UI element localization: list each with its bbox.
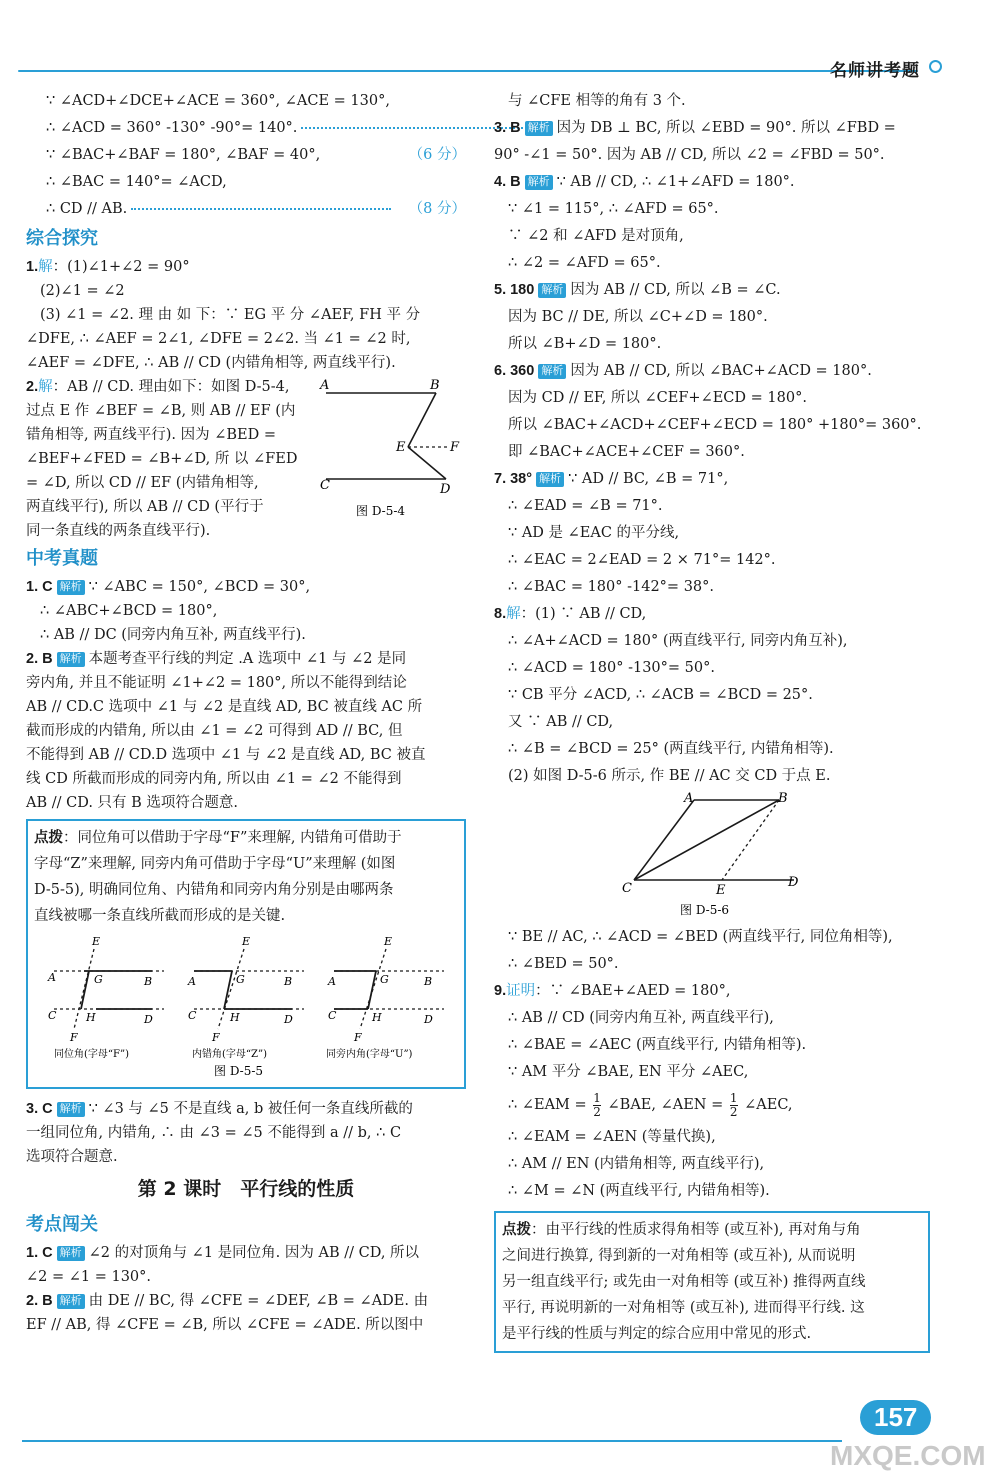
svg-text:图 D-5-6: 图 D-5-6 [680, 903, 730, 917]
svg-text:D: D [424, 1013, 433, 1026]
section-title: 中考真题 [26, 548, 98, 569]
svg-text:H: H [372, 1011, 382, 1024]
header-rule [18, 70, 918, 72]
svg-text:H: H [86, 1011, 96, 1024]
svg-text:E: E [242, 935, 251, 948]
watermark-text: MXQE.COM [830, 1440, 986, 1471]
question-2-block: 2.解：AB // CD. 理由如下：如图 D-5-4, 过点 E 作 ∠BEF = ∠B, 则 AB // EF (内 错角相等, 两直线平行). 因为 ∠BED = ∠BEF+∠FED = ∠B+∠D, 所 以 ∠FED = ∠D, 所以 CD // EF (内错角相等, 两直线平行), 所以 AB // CD (平行于 同一条直线的两条直线平行). A B E F C D 图 D-5-4 [26, 375, 466, 543]
kd-6: 6. 360 解析 因为 AB // CD, 所以 ∠BAC+∠ACD = 180°. [494, 363, 872, 379]
text-line: ∴ CD // AB. （8 分） [46, 201, 466, 217]
svg-text:F: F [354, 1031, 362, 1044]
svg-text:A: A [684, 791, 694, 806]
section-title: 综合探究 [26, 228, 98, 249]
svg-text:D: D [144, 1013, 153, 1026]
svg-text:G: G [236, 973, 245, 986]
text-line: ∵ ∠BAC+∠BAF = 180°, ∠BAF = 40°, [46, 147, 321, 163]
kd-1: 1. C 解析 ∠2 的对顶角与 ∠1 是同位角. 因为 AB // CD, 所以 [26, 1245, 420, 1261]
svg-text:图 D-5-4: 图 D-5-4 [356, 504, 406, 518]
svg-text:A: A [48, 971, 56, 984]
svg-text:F: F [70, 1031, 78, 1044]
kd-5: 5. 180 解析 因为 AB // CD, 所以 ∠B = ∠C. [494, 282, 781, 298]
kd-2: 2. B 解析 由 DE // BC, 得 ∠CFE = ∠DEF, ∠B = ∠ADE. 由 [26, 1293, 429, 1309]
left-column: ∵ ∠ACD+∠DCE+∠ACE = 360°, ∠ACE = 130°, ∴ ∠ACD = 360° -130° -90°= 140°. （6 分） ∵ ∠BAC+∠BAF = 180°, ∠BAF = 40°, ∴ ∠BAC = 140°= ∠ACD, ∴ CD // AB. （8 分） 综合探究 1.解：(1)∠1+∠2 = 90° (2)∠1 = ∠2 (3) ∠1 = ∠2. 理 由 如 下：∵ EG 平 分 ∠AEF, FH 平 分 ∠DFE, ∴ ∠AEF = 2∠1, ∠DFE = 2∠2. 当 ∠1 = ∠2 时, ∠AEF = ∠DFE, ∴ AB // CD (内错角相等, 两直线平行). 2.解：AB // CD. 理由如下：如图 D-5-4, 过点 E 作 ∠BEF = ∠B, 则 AB // EF (内 错角相等, 两直线平行). 因为 ∠BED = ∠BEF+∠FED = ∠B+∠D, 所 以 ∠FED = ∠D, 所以 CD // EF (内错角相等, 两直线平行), 所以 AB // CD (平行于 同一条直线的两条直线平行). A B E F C D 图 D-5-4 中考真题 1. C 解析 ∵ ∠ABC = 150°, ∠BCD = 30°, ∴ ∠ABC+∠BCD = 180°, ∴ AB // DC (同旁内角互补, 两直线平行). 2. B 解析 本题考查平行线的判定 .A 选项中 ∠1 与 ∠2 是同 旁内角, 并且不能证明 ∠1+∠2 = 180°, 所以不能得到结论 AB // CD.C 选项中 ∠1 与 ∠2 是直线 AD, BC 被直线 AC 所 截而形成的内错角, 所以由 ∠1 = ∠2 可得到 AD // BC, 但 不能得到 AB // CD.D 选项中 ∠1 与 ∠2 是直线 AD, BC 被直 线 CD 所截而形成的同旁内角, 所以由 ∠1 = ∠2 不能得到 AB // CD. 只有 B 选项符合题意. 点拨：同位角可以借助于字母“F”来理解, 内错角可借助于 字母“Z”来理解, 同旁内角可借助于字母“U”来理解 (如图 D-5-5), 明确同位角、内错角和同旁内角分别是由哪两条 直线被哪一条直线所截而形成的是关键. E F A B C D G H 同位角(字母“F”) E F A B C D G H 内错角(字母“Z”) E F A B C D G H 同旁内角(字母“U”) 图 D-5-5 3. C 解析 ∵ ∠3 与 ∠5 不是直线 a, b 被任何一条直线所截的 一组同位角, 内错角, ∴ 由 ∠3 = ∠5 不能得到 a // b, ∴ C 选项符合题意. 第 2 课时 平行线的性质 考点闯关 1. C 解析 ∠2 的对顶角与 ∠1 是同位角. 因为 AB // CD, 所以 ∠2 = ∠1 = 130°. 2. B 解析 由 DE // BC, 得 ∠CFE = ∠DEF, ∠B = ∠ADE. 由 EF // AB, 得 ∠CFE = ∠B, 所以 ∠CFE = ∠ADE. 所以图中 [26, 88, 466, 1337]
svg-text:C: C [320, 478, 330, 493]
figure-d-5-5 [34, 929, 454, 1079]
svg-text:D: D [440, 482, 451, 497]
svg-text:同位角(字母“F”): 同位角(字母“F”) [54, 1049, 129, 1060]
page-number: 157 [860, 1400, 931, 1435]
text-line: ∵ ∠ACD+∠DCE+∠ACE = 360°, ∠ACE = 130°, [46, 93, 390, 109]
svg-text:图 D-5-5: 图 D-5-5 [214, 1064, 264, 1078]
svg-text:A: A [320, 378, 330, 393]
svg-text:B: B [144, 975, 153, 988]
svg-text:A: A [328, 975, 336, 988]
svg-text:E: E [384, 935, 393, 948]
figure-d-5-4 [316, 375, 466, 525]
zk-1: 1. C 解析 ∵ ∠ABC = 150°, ∠BCD = 30°, [26, 579, 311, 595]
kd-9: 9.证明：∵ ∠BAE+∠AED = 180°, [494, 983, 731, 999]
svg-text:G: G [380, 973, 389, 986]
svg-text:C: C [188, 1009, 197, 1022]
svg-text:C: C [328, 1009, 337, 1022]
kd-8: 8.解：(1) ∵ AB // CD, [494, 606, 647, 622]
figure-d-5-6 [494, 790, 934, 920]
svg-text:内错角(字母“Z”): 内错角(字母“Z”) [192, 1049, 267, 1060]
footer-rule [22, 1440, 842, 1442]
svg-text:H: H [230, 1011, 240, 1024]
kd-7: 7. 38° 解析 ∵ AD // BC, ∠B = 71°, [494, 471, 729, 487]
svg-text:B: B [424, 975, 433, 988]
svg-text:E: E [92, 935, 101, 948]
text-line: ∴ ∠ACD = 360° -130° -90°= 140°. （6 分） [26, 115, 466, 142]
fraction-line: ∴ ∠EAM = $\frac{1}{2}$ ∠BAE, ∠AEN = $\frac{1}{2}$ ∠AEC, [508, 1090, 793, 1119]
svg-text:A: A [188, 975, 196, 988]
svg-text:B: B [778, 791, 788, 806]
svg-text:F: F [212, 1031, 220, 1044]
svg-text:同旁内角(字母“U”): 同旁内角(字母“U”) [326, 1049, 413, 1060]
tip-box: 点拨：由平行线的性质求得角相等 (或互补), 再对角与角 之间进行换算, 得到新的一对角相等 (或互补), 从而说明 另一组直线平行; 或先由一对角相等 (或互补) 推得两直线 平行, 再说明新的一对角相等 (或互补), 进而得平行线. 这 是平行线的性质与判定的综合应用中常见的形式. [494, 1211, 930, 1353]
svg-text:E: E [396, 440, 406, 455]
zk-2: 2. B 解析 本题考查平行线的判定 .A 选项中 ∠1 与 ∠2 是同 [26, 651, 407, 667]
svg-text:D: D [788, 875, 799, 890]
text-line: ∴ ∠BAC = 140°= ∠ACD, [46, 174, 227, 190]
svg-text:C: C [622, 881, 632, 896]
svg-text:D: D [284, 1013, 293, 1026]
lesson-title: 第 2 课时 平行线的性质 [137, 1178, 355, 1200]
kd-4: 4. B 解析 ∵ AB // CD, ∴ ∠1+∠AFD = 180°. [494, 174, 795, 190]
svg-text:C: C [48, 1009, 57, 1022]
header-title: 名师讲考题 [830, 61, 920, 81]
svg-text:F: F [450, 440, 460, 455]
svg-text:G: G [94, 973, 103, 986]
svg-text:B: B [284, 975, 293, 988]
svg-text:E: E [716, 883, 726, 898]
section-title: 考点闯关 [26, 1214, 98, 1235]
header-circle-icon [929, 60, 942, 73]
question-1: 1.解：(1)∠1+∠2 = 90° [26, 259, 190, 275]
right-column: 与 ∠CFE 相等的角有 3 个. 3. B 解析 因为 DB ⊥ BC, 所以 ∠EBD = 90°. 所以 ∠FBD = 90° -∠1 = 50°. 因为 AB // CD, 所以 ∠2 = ∠FBD = 50°. 4. B 解析 ∵ AB // CD, ∴ ∠1+∠AFD = 180°. ∵ ∠1 = 115°, ∴ ∠AFD = 65°. ∵ ∠2 和 ∠AFD 是对顶角, ∴ ∠2 = ∠AFD = 65°. 5. 180 解析 因为 AB // CD, 所以 ∠B = ∠C. 因为 BC // DE, 所以 ∠C+∠D = 180°. 所以 ∠B+∠D = 180°. 6. 360 解析 因为 AB // CD, 所以 ∠BAC+∠ACD = 180°. 因为 CD // EF, 所以 ∠CEF+∠ECD = 180°. 所以 ∠BAC+∠ACD+∠CEF+∠ECD = 180° +180°= 360°. 即 ∠BAC+∠ACE+∠CEF = 360°. 7. 38° 解析 ∵ AD // BC, ∠B = 71°, ∴ ∠EAD = ∠B = 71°. ∵ AD 是 ∠EAC 的平分线, ∴ ∠EAC = 2∠EAD = 2 × 71°= 142°. ∴ ∠BAC = 180° -142°= 38°. 8.解：(1) ∵ AB // CD, ∴ ∠A+∠ACD = 180° (两直线平行, 同旁内角互补), ∴ ∠ACD = 180° -130°= 50°. ∵ CB 平分 ∠ACD, ∴ ∠ACB = ∠BCD = 25°. 又 ∵ AB // CD, ∴ ∠B = ∠BCD = 25° (两直线平行, 内错角相等). (2) 如图 D-5-6 所示, 作 BE // AC 交 CD 于点 E. A B C E D 图 D-5-6 ∵ BE // AC, ∴ ∠ACD = ∠BED (两直线平行, 同位角相等), ∴ ∠BED = 50°. 9.证明：∵ ∠BAE+∠AED = 180°, ∴ AB // CD (同旁内角互补, 两直线平行), ∴ ∠BAE = ∠AEC (两直线平行, 内错角相等). ∵ AM 平分 ∠BAE, EN 平分 ∠AEC, ∴ ∠EAM = $\frac{1}{2}$ ∠BAE, ∠AEN = $\frac{1}{2}$ ∠AEC, ∴ ∠EAM = ∠AEN (等量代换), ∴ AM // EN (内错角相等, 两直线平行), ∴ ∠M = ∠N (两直线平行, 内错角相等). 点拨：由平行线的性质求得角相等 (或互补), 再对角与角 之间进行换算, 得到新的一对角相等 (或互补), 从而说明 另一组直线平行; 或先由一对角相等 (或互补) 推得两直线 平行, 再说明新的一对角相等 (或互补), 进而得平行线. 这 是平行线的性质与判定的综合应用中常见的形式. [494, 88, 934, 1353]
tip-box: 点拨：同位角可以借助于字母“F”来理解, 内错角可借助于 字母“Z”来理解, 同旁内角可借助于字母“U”来理解 (如图 D-5-5), 明确同位角、内错角和同旁内角分别是由哪两条 直线被哪一条直线所截而形成的是关键. E F A B C D G H 同位角(字母“F”) E F A B C D G H 内错角(字母“Z”) E F A B C D G H 同旁内角(字母“U”) 图 D-5-5 [26, 819, 466, 1089]
svg-text:B: B [430, 378, 440, 393]
kd-3: 3. B 解析 因为 DB ⊥ BC, 所以 ∠EBD = 90°. 所以 ∠FBD = [494, 120, 896, 136]
zk-3: 3. C 解析 ∵ ∠3 与 ∠5 不是直线 a, b 被任何一条直线所截的 [26, 1101, 413, 1117]
